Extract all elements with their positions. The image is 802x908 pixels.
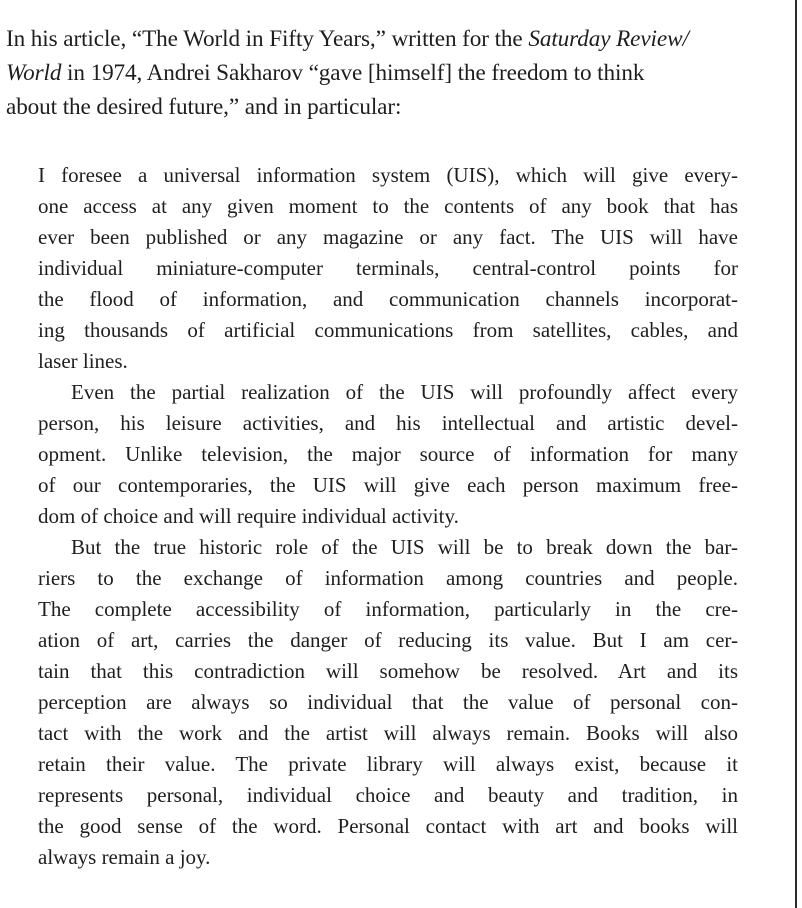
quote-line: riers to the exchange of information among countries and people. (38, 566, 738, 590)
quote-line: The complete accessibility of information, particularly in the cre- (38, 597, 738, 621)
intro-text: In his article, “The World in Fifty Years,” written for the (6, 26, 529, 52)
quote-paragraph-3 (38, 532, 738, 873)
intro-line-1 (6, 22, 786, 56)
block-quote (38, 160, 738, 873)
quote-paragraph-1 (38, 160, 738, 377)
quote-line: But the true historic role of the UIS will be to break down the bar- (71, 535, 738, 559)
quote-line: represents personal, individual choice and beauty and tradition, in (38, 783, 738, 807)
intro-text: in 1974, Andrei Sakharov “gave [himself] the freedom to think (61, 60, 645, 86)
quote-line: person, his leisure activities, and his intellectual and artistic devel- (38, 411, 738, 435)
quote-line: Even the partial realization of the UIS will profoundly affect every (71, 380, 738, 404)
intro-line-3: about the desired future,” and in particular: (6, 94, 402, 120)
intro-line-2 (6, 56, 786, 90)
quote-line: one access at any given moment to the contents of any book that has (38, 194, 738, 218)
quote-line: tain that this contradiction will somehow be resolved. Art and its (38, 659, 738, 683)
quote-line: the flood of information, and communication channels incorporat- (38, 287, 738, 311)
quote-line: ing thousands of artificial communications from satellites, cables, and (38, 318, 738, 342)
quote-line: I foresee a universal information system (UIS), which will give every- (38, 163, 738, 187)
quote-line: individual miniature-computer terminals, central-control points for (38, 256, 738, 280)
quote-line: tact with the work and the artist will always remain. Books will also (38, 721, 738, 745)
quote-line: perception are always so individual that the value of personal con- (38, 690, 738, 714)
quote-line: retain their value. The private library will always exist, because it (38, 752, 738, 776)
publication-title: Saturday Review/ (528, 26, 689, 52)
quote-line: ation of art, carries the danger of reducing its value. But I am cer- (38, 628, 738, 652)
quote-paragraph-2 (38, 377, 738, 532)
quote-line: opment. Unlike television, the major source of information for many (38, 442, 738, 466)
quote-line: the good sense of the word. Personal contact with art and books will (38, 814, 738, 838)
publication-title-cont: World (6, 60, 62, 86)
quote-line: of our contemporaries, the UIS will give each person maximum free- (38, 473, 738, 497)
quote-line: dom of choice and will require individual activity. (38, 504, 459, 528)
quote-line: ever been published or any magazine or any fact. The UIS will have (38, 225, 738, 249)
quote-line: always remain a joy. (38, 845, 211, 869)
quote-line: laser lines. (38, 349, 128, 373)
intro-paragraph (6, 22, 786, 124)
